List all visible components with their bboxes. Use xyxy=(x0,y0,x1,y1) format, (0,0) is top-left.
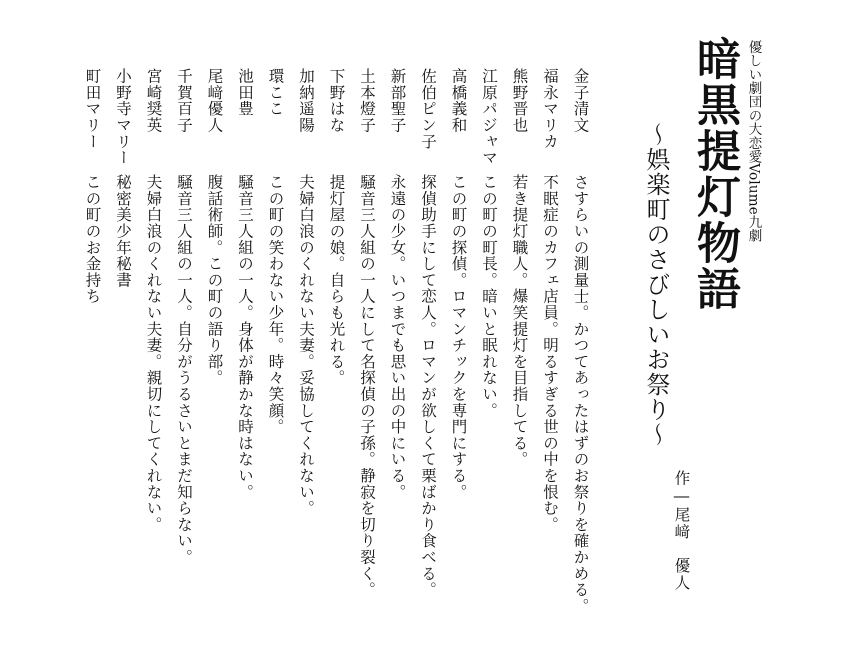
cast-member-name: 福永マリカ xyxy=(541,68,559,150)
cast-role-description: 探偵助手にして恋人。ロマンが欲しくて栗ばかり食べる。 xyxy=(419,174,437,598)
cast-member-name: 下野はな xyxy=(327,68,346,134)
series-label: 優しい劇団の大恋愛Volume九劇 xyxy=(745,40,762,243)
cast-role-description: 永遠の少女。いつまでも思い出の中にいる。 xyxy=(388,174,407,500)
cast-role-description: 騒音三人組の一人。身体が静かな時はない。 xyxy=(236,174,254,500)
cast-role-description: この町の探偵。ロマンチックを専門にする。 xyxy=(449,174,468,500)
cast-role-description: 不眠症のカフェ店員。明るすぎる世の中を恨む。 xyxy=(541,174,559,533)
cast-member-name: 江原パジャマ xyxy=(480,68,498,166)
cast-role-description: さすらいの測量士。かつてあったはずのお祭りを確かめる。 xyxy=(571,174,590,615)
cast-role-description: この町の笑わない少年。時々笑顔。 xyxy=(266,174,285,435)
cast-member-name: 土本燈子 xyxy=(358,68,376,134)
cast-member-name: 小野寺マリー xyxy=(114,68,132,166)
cast-role-description: 夫婦白浪のくれない夫妻。妥協してくれない。 xyxy=(297,174,315,517)
cast-role-description: この町のお金持ち xyxy=(83,174,102,305)
cast-member-name: 佐伯ピン子 xyxy=(419,68,437,150)
cast-member-name: 新部聖子 xyxy=(388,68,407,134)
cast-member-name: 宮崎奨英 xyxy=(144,68,163,134)
page-title: 暗黒提灯物語 xyxy=(689,36,740,312)
cast-role-description: 騒音三人組の一人。自分がうるさいとまだ知らない。 xyxy=(175,174,193,566)
cast-role-description: この町の町長。暗いと眠れない。 xyxy=(480,174,498,419)
cast-role-description: 夫婦白浪のくれない夫妻。親切にしてくれない。 xyxy=(144,174,163,533)
cast-role-description: 腹話術師。この町の語り部。 xyxy=(205,174,224,386)
subtitle: 〜娯楽町のさびしいお祭り〜 xyxy=(642,122,670,447)
cast-member-name: 高橋義和 xyxy=(449,68,468,134)
cast-member-name: 環ここ xyxy=(266,68,285,117)
cast-member-name: 千賀百子 xyxy=(175,68,193,134)
cast-member-name: 熊野晋也 xyxy=(510,68,529,134)
cast-role-description: 騒音三人組の一人にして名探偵の子孫。静寂を切り裂く。 xyxy=(358,174,376,598)
cast-role-description: 若き提灯職人。爆笑提灯を目指してる。 xyxy=(510,174,529,468)
cast-member-name: 金子清文 xyxy=(571,68,590,134)
cast-member-name: 町田マリー xyxy=(83,68,102,150)
author-credit: 作―尾﨑 優人 xyxy=(672,470,691,592)
cast-role-description: 秘密美少年秘書 xyxy=(114,174,132,289)
cast-member-name: 加納遥陽 xyxy=(297,68,315,134)
cast-member-name: 尾﨑優人 xyxy=(205,68,224,134)
cast-member-name: 池田豊 xyxy=(236,68,254,117)
cast-role-description: 提灯屋の娘。自らも光れる。 xyxy=(327,174,346,386)
